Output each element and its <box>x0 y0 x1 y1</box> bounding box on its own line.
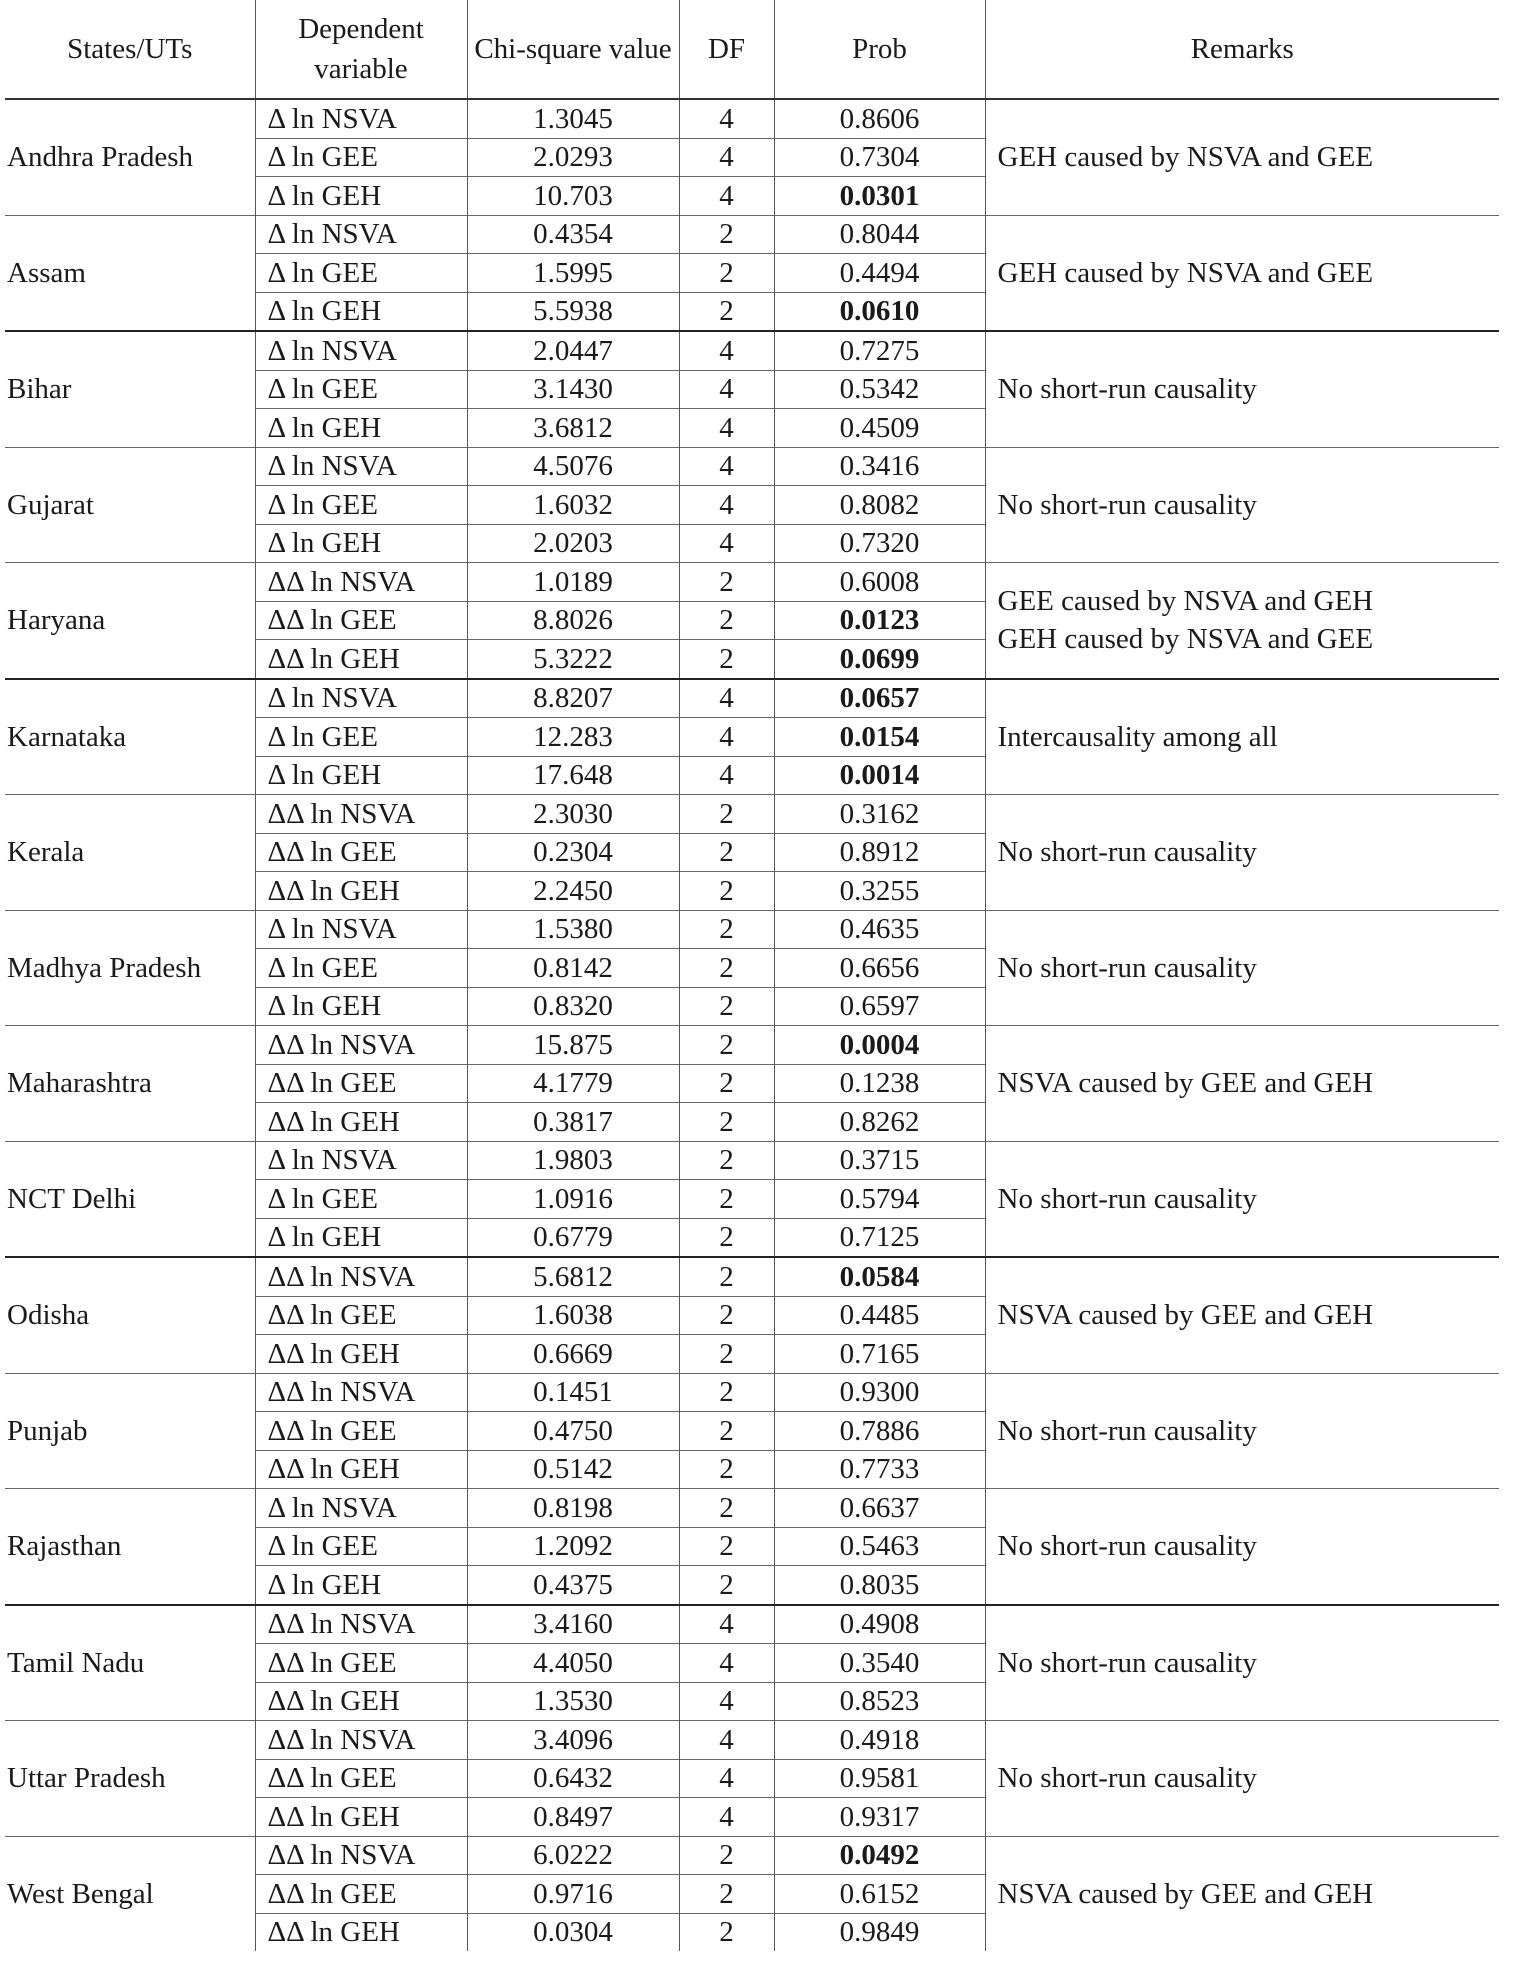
chi-square-value: 1.3045 <box>467 99 679 138</box>
prob-value: 0.4494 <box>774 254 985 293</box>
table-row <box>5 1141 1499 1180</box>
chi-square-value: 8.8207 <box>467 679 679 718</box>
state-name: Kerala <box>5 795 255 911</box>
state-name: Bihar <box>5 331 255 447</box>
prob-value: 0.6008 <box>774 563 985 602</box>
state-name: Gujarat <box>5 447 255 563</box>
df-value: 2 <box>679 1373 774 1412</box>
state-name: Odisha <box>5 1257 255 1373</box>
header-dependent-variable: Dependent variable <box>255 0 467 99</box>
df-value: 4 <box>679 1721 774 1760</box>
prob-value: 0.0154 <box>774 718 985 757</box>
prob-value: 0.0014 <box>774 756 985 795</box>
prob-value: 0.8523 <box>774 1682 985 1721</box>
df-value: 2 <box>679 1257 774 1296</box>
df-value: 4 <box>679 409 774 448</box>
remark-line: No short-run causality <box>997 1414 1257 1447</box>
dependent-variable: Δ ln GEE <box>255 138 467 177</box>
remark-line: NSVA caused by GEE and GEH <box>997 1067 1374 1100</box>
dependent-variable: Δ ln NSVA <box>255 447 467 486</box>
dependent-variable: Δ ln NSVA <box>255 1489 467 1528</box>
df-value: 2 <box>679 1489 774 1528</box>
dependent-variable: ΔΔ ln GEE <box>255 1875 467 1914</box>
dependent-variable: ΔΔ ln GEH <box>255 1682 467 1721</box>
chi-square-value: 2.0203 <box>467 524 679 563</box>
dependent-variable: Δ ln GEE <box>255 1527 467 1566</box>
df-value: 4 <box>679 756 774 795</box>
df-value: 4 <box>679 177 774 216</box>
dependent-variable: ΔΔ ln GEE <box>255 1412 467 1451</box>
table-row <box>5 563 1499 602</box>
prob-value: 0.7886 <box>774 1412 985 1451</box>
df-value: 4 <box>679 486 774 525</box>
causality-table <box>5 0 1499 1951</box>
remark-line: No short-run causality <box>997 1530 1257 1563</box>
prob-value: 0.3416 <box>774 447 985 486</box>
prob-value: 0.0004 <box>774 1026 985 1065</box>
prob-value: 0.4918 <box>774 1721 985 1760</box>
chi-square-value: 0.6669 <box>467 1335 679 1374</box>
dependent-variable: Δ ln GEH <box>255 987 467 1026</box>
prob-value: 0.1238 <box>774 1064 985 1103</box>
df-value: 4 <box>679 679 774 718</box>
remarks <box>985 1141 1499 1257</box>
df-value: 4 <box>679 1605 774 1644</box>
dependent-variable: Δ ln GEE <box>255 486 467 525</box>
prob-value: 0.0301 <box>774 177 985 216</box>
prob-value: 0.9300 <box>774 1373 985 1412</box>
remarks <box>985 795 1499 911</box>
prob-value: 0.8606 <box>774 99 985 138</box>
prob-value: 0.0699 <box>774 640 985 679</box>
df-value: 2 <box>679 1913 774 1951</box>
dependent-variable: Δ ln NSVA <box>255 910 467 949</box>
df-value: 2 <box>679 1296 774 1335</box>
df-value: 2 <box>679 563 774 602</box>
state-name: West Bengal <box>5 1836 255 1951</box>
chi-square-value: 5.5938 <box>467 292 679 331</box>
df-value: 2 <box>679 254 774 293</box>
remark-line: NSVA caused by GEE and GEH <box>997 1299 1374 1332</box>
df-value: 2 <box>679 910 774 949</box>
df-value: 2 <box>679 1218 774 1257</box>
df-value: 2 <box>679 1836 774 1875</box>
prob-value: 0.3715 <box>774 1141 985 1180</box>
chi-square-value: 3.1430 <box>467 370 679 409</box>
df-value: 2 <box>679 987 774 1026</box>
table-row <box>5 331 1499 370</box>
prob-value: 0.6597 <box>774 987 985 1026</box>
dependent-variable: ΔΔ ln GEH <box>255 1103 467 1142</box>
prob-value: 0.4509 <box>774 409 985 448</box>
dependent-variable: Δ ln GEH <box>255 1566 467 1605</box>
chi-square-value: 2.0293 <box>467 138 679 177</box>
remarks <box>985 1489 1499 1605</box>
remarks <box>985 1257 1499 1373</box>
dependent-variable: Δ ln NSVA <box>255 679 467 718</box>
prob-value: 0.0657 <box>774 679 985 718</box>
prob-value: 0.9317 <box>774 1798 985 1837</box>
df-value: 2 <box>679 1141 774 1180</box>
chi-square-value: 12.283 <box>467 718 679 757</box>
remark-line: Intercausality among all <box>997 720 1278 753</box>
df-value: 4 <box>679 1798 774 1837</box>
df-value: 4 <box>679 718 774 757</box>
chi-square-value: 5.6812 <box>467 1257 679 1296</box>
chi-square-value: 1.5380 <box>467 910 679 949</box>
table-row <box>5 1257 1499 1296</box>
df-value: 2 <box>679 1450 774 1489</box>
df-value: 2 <box>679 640 774 679</box>
chi-square-value: 0.0304 <box>467 1913 679 1951</box>
dependent-variable: Δ ln NSVA <box>255 331 467 370</box>
chi-square-value: 10.703 <box>467 177 679 216</box>
prob-value: 0.7304 <box>774 138 985 177</box>
dependent-variable: ΔΔ ln GEH <box>255 1798 467 1837</box>
chi-square-value: 0.2304 <box>467 833 679 872</box>
chi-square-value: 2.0447 <box>467 331 679 370</box>
dependent-variable: ΔΔ ln GEH <box>255 1913 467 1951</box>
chi-square-value: 0.8142 <box>467 949 679 988</box>
prob-value: 0.5463 <box>774 1527 985 1566</box>
chi-square-value: 0.4375 <box>467 1566 679 1605</box>
df-value: 2 <box>679 1026 774 1065</box>
dependent-variable: Δ ln GEH <box>255 756 467 795</box>
dependent-variable: ΔΔ ln GEH <box>255 872 467 911</box>
prob-value: 0.8044 <box>774 215 985 254</box>
dependent-variable: ΔΔ ln GEH <box>255 640 467 679</box>
dependent-variable: ΔΔ ln GEE <box>255 1759 467 1798</box>
chi-square-value: 1.3530 <box>467 1682 679 1721</box>
dependent-variable: ΔΔ ln GEE <box>255 601 467 640</box>
remark-line: No short-run causality <box>997 1646 1257 1679</box>
prob-value: 0.0610 <box>774 292 985 331</box>
df-value: 4 <box>679 1644 774 1683</box>
df-value: 4 <box>679 447 774 486</box>
dependent-variable: ΔΔ ln NSVA <box>255 1026 467 1065</box>
remarks <box>985 1721 1499 1837</box>
chi-square-value: 1.6038 <box>467 1296 679 1335</box>
remark-line: No short-run causality <box>997 1762 1257 1795</box>
remarks <box>985 1026 1499 1142</box>
df-value: 2 <box>679 833 774 872</box>
table-row <box>5 679 1499 718</box>
df-value: 4 <box>679 331 774 370</box>
df-value: 2 <box>679 949 774 988</box>
dependent-variable: Δ ln GEH <box>255 409 467 448</box>
state-name: Assam <box>5 215 255 331</box>
state-name: Tamil Nadu <box>5 1605 255 1721</box>
chi-square-value: 0.9716 <box>467 1875 679 1914</box>
dependent-variable: Δ ln GEE <box>255 949 467 988</box>
dependent-variable: ΔΔ ln NSVA <box>255 795 467 834</box>
chi-square-value: 0.4750 <box>467 1412 679 1451</box>
prob-value: 0.3162 <box>774 795 985 834</box>
dependent-variable: ΔΔ ln GEE <box>255 1064 467 1103</box>
dependent-variable: ΔΔ ln NSVA <box>255 1721 467 1760</box>
table-row <box>5 1836 1499 1875</box>
remark-line: GEH caused by NSVA and GEE <box>997 256 1374 289</box>
remark-line: No short-run causality <box>997 836 1257 869</box>
chi-square-value: 2.3030 <box>467 795 679 834</box>
remark-line: GEE caused by NSVA and GEH <box>997 585 1374 618</box>
df-value: 2 <box>679 1180 774 1219</box>
remarks <box>985 1836 1499 1951</box>
prob-value: 0.7165 <box>774 1335 985 1374</box>
df-value: 2 <box>679 872 774 911</box>
remarks <box>985 1605 1499 1721</box>
dependent-variable: Δ ln NSVA <box>255 1141 467 1180</box>
df-value: 2 <box>679 215 774 254</box>
remarks <box>985 331 1499 447</box>
state-name: Karnataka <box>5 679 255 795</box>
df-value: 2 <box>679 1103 774 1142</box>
chi-square-value: 2.2450 <box>467 872 679 911</box>
dependent-variable: Δ ln GEE <box>255 370 467 409</box>
chi-square-value: 0.1451 <box>467 1373 679 1412</box>
df-value: 2 <box>679 1566 774 1605</box>
chi-square-value: 1.0916 <box>467 1180 679 1219</box>
df-value: 4 <box>679 138 774 177</box>
remarks <box>985 99 1499 215</box>
df-value: 2 <box>679 292 774 331</box>
prob-value: 0.5794 <box>774 1180 985 1219</box>
remarks <box>985 447 1499 563</box>
dependent-variable: ΔΔ ln NSVA <box>255 1605 467 1644</box>
state-name: Punjab <box>5 1373 255 1489</box>
prob-value: 0.6656 <box>774 949 985 988</box>
table-body <box>5 99 1499 1951</box>
table-row <box>5 1721 1499 1760</box>
dependent-variable: ΔΔ ln GEE <box>255 1296 467 1335</box>
remarks <box>985 679 1499 795</box>
chi-square-value: 17.648 <box>467 756 679 795</box>
chi-square-value: 0.6779 <box>467 1218 679 1257</box>
chi-square-value: 0.4354 <box>467 215 679 254</box>
chi-square-value: 8.8026 <box>467 601 679 640</box>
table-row <box>5 99 1499 138</box>
prob-value: 0.8082 <box>774 486 985 525</box>
remarks <box>985 1373 1499 1489</box>
df-value: 4 <box>679 99 774 138</box>
chi-square-value: 3.4160 <box>467 1605 679 1644</box>
chi-square-value: 1.0189 <box>467 563 679 602</box>
prob-value: 0.3255 <box>774 872 985 911</box>
chi-square-value: 6.0222 <box>467 1836 679 1875</box>
remarks <box>985 215 1499 331</box>
prob-value: 0.3540 <box>774 1644 985 1683</box>
dependent-variable: ΔΔ ln GEH <box>255 1335 467 1374</box>
remark-line: NSVA caused by GEE and GEH <box>997 1877 1374 1910</box>
remark-line: No short-run causality <box>997 951 1257 984</box>
header-chi-square: Chi-square value <box>467 0 679 99</box>
chi-square-value: 15.875 <box>467 1026 679 1065</box>
chi-square-value: 0.6432 <box>467 1759 679 1798</box>
chi-square-value: 3.6812 <box>467 409 679 448</box>
prob-value: 0.8262 <box>774 1103 985 1142</box>
state-name: Rajasthan <box>5 1489 255 1605</box>
prob-value: 0.6637 <box>774 1489 985 1528</box>
prob-value: 0.5342 <box>774 370 985 409</box>
remark-line: No short-run causality <box>997 373 1257 406</box>
prob-value: 0.9849 <box>774 1913 985 1951</box>
df-value: 2 <box>679 1527 774 1566</box>
df-value: 2 <box>679 1064 774 1103</box>
prob-value: 0.7125 <box>774 1218 985 1257</box>
prob-value: 0.4908 <box>774 1605 985 1644</box>
dependent-variable: Δ ln NSVA <box>255 99 467 138</box>
table-row <box>5 795 1499 834</box>
chi-square-value: 0.5142 <box>467 1450 679 1489</box>
chi-square-value: 0.8320 <box>467 987 679 1026</box>
header-prob: Prob <box>774 0 985 99</box>
prob-value: 0.8912 <box>774 833 985 872</box>
table-row <box>5 1605 1499 1644</box>
state-name: NCT Delhi <box>5 1141 255 1257</box>
remarks <box>985 910 1499 1026</box>
df-value: 4 <box>679 524 774 563</box>
dependent-variable: Δ ln GEH <box>255 292 467 331</box>
state-name: Uttar Pradesh <box>5 1721 255 1837</box>
prob-value: 0.4485 <box>774 1296 985 1335</box>
df-value: 2 <box>679 1875 774 1914</box>
chi-square-value: 4.5076 <box>467 447 679 486</box>
dependent-variable: Δ ln GEE <box>255 1180 467 1219</box>
dependent-variable: ΔΔ ln GEE <box>255 833 467 872</box>
table-row <box>5 910 1499 949</box>
df-value: 2 <box>679 1412 774 1451</box>
remark-line: GEH caused by NSVA and GEE <box>997 141 1374 174</box>
chi-square-value: 1.6032 <box>467 486 679 525</box>
dependent-variable: ΔΔ ln NSVA <box>255 563 467 602</box>
dependent-variable: Δ ln GEE <box>255 254 467 293</box>
df-value: 2 <box>679 795 774 834</box>
header-state: States/UTs <box>5 0 255 99</box>
dependent-variable: Δ ln GEE <box>255 718 467 757</box>
chi-square-value: 0.8497 <box>467 1798 679 1837</box>
df-value: 4 <box>679 1682 774 1721</box>
prob-value: 0.4635 <box>774 910 985 949</box>
state-name: Haryana <box>5 563 255 679</box>
prob-value: 0.7275 <box>774 331 985 370</box>
prob-value: 0.0123 <box>774 601 985 640</box>
remarks <box>985 563 1499 679</box>
chi-square-value: 1.5995 <box>467 254 679 293</box>
header-row <box>5 0 1499 99</box>
table-row <box>5 215 1499 254</box>
df-value: 2 <box>679 601 774 640</box>
df-value: 4 <box>679 1759 774 1798</box>
chi-square-value: 1.2092 <box>467 1527 679 1566</box>
table-row <box>5 1026 1499 1065</box>
prob-value: 0.7320 <box>774 524 985 563</box>
chi-square-value: 1.9803 <box>467 1141 679 1180</box>
df-value: 4 <box>679 370 774 409</box>
dependent-variable: ΔΔ ln GEH <box>255 1450 467 1489</box>
chi-square-value: 0.8198 <box>467 1489 679 1528</box>
prob-value: 0.9581 <box>774 1759 985 1798</box>
prob-value: 0.0584 <box>774 1257 985 1296</box>
state-name: Maharashtra <box>5 1026 255 1142</box>
header-remarks: Remarks <box>985 0 1499 99</box>
table-row <box>5 1489 1499 1528</box>
df-value: 2 <box>679 1335 774 1374</box>
dependent-variable: Δ ln GEH <box>255 524 467 563</box>
dependent-variable: Δ ln GEH <box>255 1218 467 1257</box>
prob-value: 0.0492 <box>774 1836 985 1875</box>
chi-square-value: 3.4096 <box>467 1721 679 1760</box>
prob-value: 0.6152 <box>774 1875 985 1914</box>
header-df: DF <box>679 0 774 99</box>
chi-square-value: 5.3222 <box>467 640 679 679</box>
table-row <box>5 447 1499 486</box>
prob-value: 0.7733 <box>774 1450 985 1489</box>
dependent-variable: Δ ln NSVA <box>255 215 467 254</box>
dependent-variable: ΔΔ ln NSVA <box>255 1373 467 1412</box>
dependent-variable: Δ ln GEH <box>255 177 467 216</box>
state-name: Andhra Pradesh <box>5 99 255 215</box>
remark-line: GEH caused by NSVA and GEE <box>997 623 1374 656</box>
state-name: Madhya Pradesh <box>5 910 255 1026</box>
remark-line: No short-run causality <box>997 488 1257 521</box>
chi-square-value: 0.3817 <box>467 1103 679 1142</box>
prob-value: 0.8035 <box>774 1566 985 1605</box>
remark-line: No short-run causality <box>997 1182 1257 1215</box>
dependent-variable: ΔΔ ln NSVA <box>255 1836 467 1875</box>
dependent-variable: ΔΔ ln GEE <box>255 1644 467 1683</box>
chi-square-value: 4.1779 <box>467 1064 679 1103</box>
table-row <box>5 1373 1499 1412</box>
dependent-variable: ΔΔ ln NSVA <box>255 1257 467 1296</box>
chi-square-value: 4.4050 <box>467 1644 679 1683</box>
